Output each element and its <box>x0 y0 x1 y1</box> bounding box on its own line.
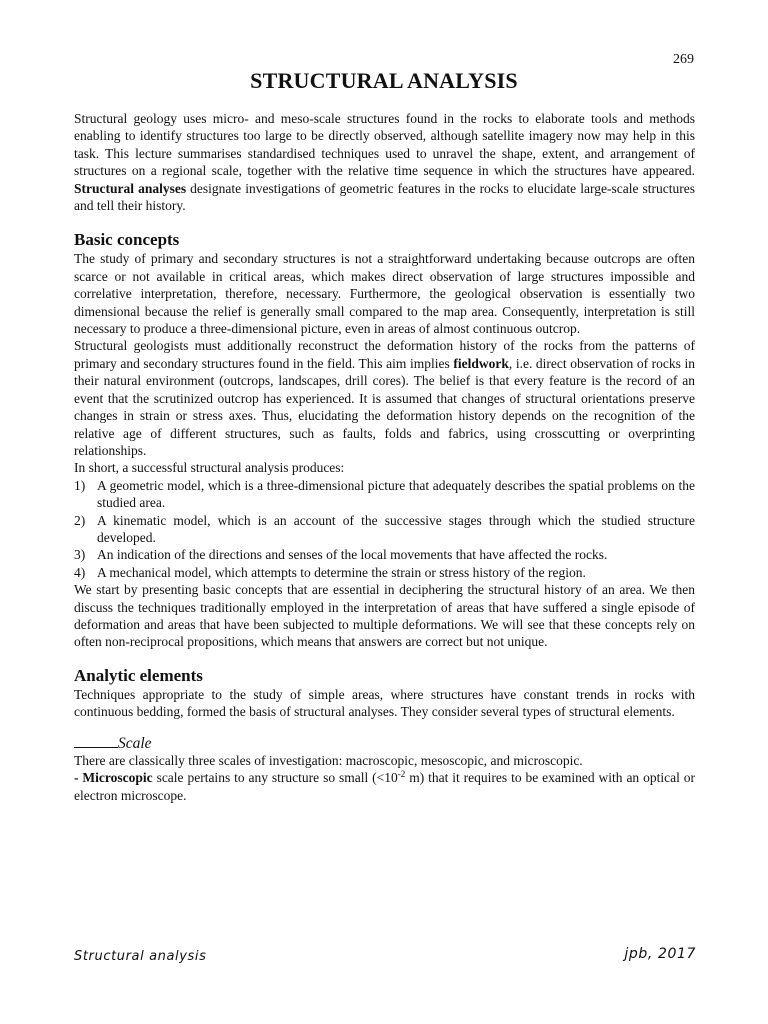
intro-paragraph: Structural geology uses micro- and meso-scale structures found in the rocks to elaborate tools and methods enabling to identify structures too large to be directly observed, although satellite imagery now may help in this task. This lecture summarises standardised techniques used to unravel the shape, extent, and arrangement of structures on a regional scale, together with the relative time sequence in which the structures have appeared. Structural analyses designate investigations of geometric features in the rocks to elucidate large-scale structures and tell their history. <box>74 111 696 214</box>
basic-concepts-paragraph-2: Structural geologists must additionally reconstruct the deformation history of the rocks from the patterns of primary and secondary structures found in the field. This aim implies fieldwork, i.e. direct observation of rocks in their natural environment (outcrops, landscapes, drill cores). The belief is that every feature is the record of an event that the scrutinized outcrop has experienced. It is assumed that changes of structural orientations preserve changes in strain or stress axes. Thus, elucidating the deformation history depends on the recognition of the relative age of different structures, such as faults, folds and fabrics, using crosscutting or overprinting relationships. <box>74 338 696 458</box>
basic-concepts-paragraph-3: In short, a successful structural analysis produces: <box>74 460 345 476</box>
heading-underline <box>74 735 118 748</box>
subsection-heading-scale: Scale <box>74 735 695 752</box>
document-body <box>74 110 695 804</box>
scale-paragraph-1: There are classically three scales of investigation: macroscopic, mesoscopic, and microscopic. <box>74 753 583 768</box>
analysis-products-list <box>74 477 695 581</box>
section-heading-analytic-elements: Analytic elements <box>74 665 203 685</box>
analytic-elements-paragraph: Techniques appropriate to the study of simple areas, where structures have constant trends in rocks with continuous bedding, formed the basis of structural analyses. They consider several types of structural elements. <box>74 686 695 720</box>
basic-concepts-paragraph-1: The study of primary and secondary structures is not a straightforward undertaking because outcrops are often scarce or not available in critical areas, which makes direct observation of large structures impossible and correlative interpretation, therefore, necessary. Furthermore, the geological observation is essentially two dimensional because the relief is generally small compared to the map area. Consequently, interpretation is still necessary to produce a three-dimensional picture, even in areas of almost continuous outcrop. <box>74 251 695 337</box>
section-heading-basic-concepts: Basic concepts <box>74 230 180 250</box>
scale-paragraph-2: - Microscopic scale pertains to any structure so small ($<10^{-2}$ m) that it requires to be examined with an optical or electron microscope. <box>74 769 695 803</box>
list-item: 1) A geometric model, which is a three-dimensional picture that adequately describes the spatial problems on the studied area. <box>74 477 695 511</box>
page-title: STRUCTURAL ANALYSIS <box>250 68 518 93</box>
basic-concepts-paragraph-4: We start by presenting basic concepts that are essential in deciphering the structural history of an area. We then discuss the techniques traditionally employed in the interpretation of areas that have suffered a single episode of deformation and areas that have been subjected to multiple deformations. We will see that these concepts rely on often non-reciprocal propositions, which means that answers are correct but not unique. <box>74 582 695 650</box>
term-structural-analyses: Structural analyses <box>74 180 187 196</box>
list-item: 3) An indication of the directions and senses of the local movements that have affected the rocks. <box>74 547 608 563</box>
term-microscopic: - Microscopic <box>74 770 153 786</box>
footer-author-year: jpb, 2017 <box>624 946 696 962</box>
footer-title: Structural analysis <box>74 949 207 964</box>
list-item: 2) A kinematic model, which is an account of the successive stages through which the studied structure developed. <box>74 512 695 545</box>
page-number: 269 <box>673 52 694 67</box>
list-item: 4) A mechanical model, which attempts to determine the strain or stress history of the region. <box>74 564 586 580</box>
term-fieldwork: fieldwork <box>453 355 509 371</box>
